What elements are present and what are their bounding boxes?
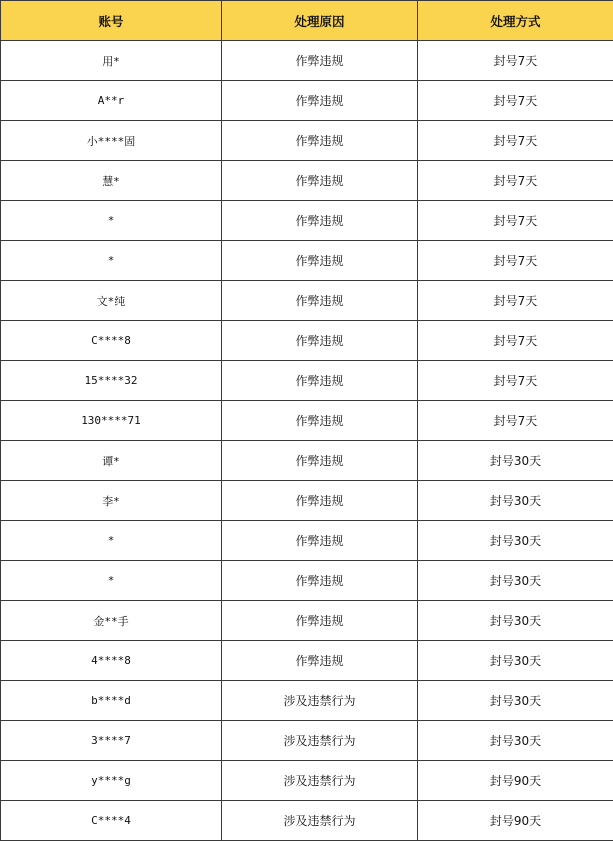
table-row bbox=[1, 41, 613, 81]
table-row bbox=[1, 81, 613, 121]
account-cell: 金**手 bbox=[1, 601, 222, 641]
reason-cell: 作弊违规 bbox=[222, 361, 418, 401]
account-cell: * bbox=[1, 521, 222, 561]
account-cell: * bbox=[1, 561, 222, 601]
reason-cell: 作弊违规 bbox=[222, 441, 418, 481]
action-cell: 封号30天 bbox=[418, 561, 613, 601]
reason-cell: 作弊违规 bbox=[222, 241, 418, 281]
action-cell: 封号90天 bbox=[418, 761, 613, 801]
table-row bbox=[1, 521, 613, 561]
table-row bbox=[1, 161, 613, 201]
reason-cell: 作弊违规 bbox=[222, 401, 418, 441]
reason-cell: 涉及违禁行为 bbox=[222, 761, 418, 801]
account-cell: y****g bbox=[1, 761, 222, 801]
account-cell: b****d bbox=[1, 681, 222, 721]
account-cell: 李* bbox=[1, 481, 222, 521]
action-cell: 封号7天 bbox=[418, 281, 613, 321]
action-cell: 封号7天 bbox=[418, 201, 613, 241]
table-row bbox=[1, 561, 613, 601]
table-row bbox=[1, 361, 613, 401]
account-cell: 文*纯 bbox=[1, 281, 222, 321]
action-cell: 封号30天 bbox=[418, 481, 613, 521]
reason-cell: 作弊违规 bbox=[222, 161, 418, 201]
table-row bbox=[1, 721, 613, 761]
action-cell: 封号30天 bbox=[418, 601, 613, 641]
action-cell: 封号30天 bbox=[418, 721, 613, 761]
account-cell: 谭* bbox=[1, 441, 222, 481]
reason-cell: 作弊违规 bbox=[222, 321, 418, 361]
table-row bbox=[1, 401, 613, 441]
action-cell: 封号7天 bbox=[418, 41, 613, 81]
reason-cell: 作弊违规 bbox=[222, 601, 418, 641]
reason-cell: 作弊违规 bbox=[222, 521, 418, 561]
action-cell: 封号7天 bbox=[418, 121, 613, 161]
action-cell: 封号7天 bbox=[418, 161, 613, 201]
reason-cell: 涉及违禁行为 bbox=[222, 801, 418, 841]
table-row bbox=[1, 801, 613, 841]
account-cell: C****8 bbox=[1, 321, 222, 361]
account-cell: A**r bbox=[1, 81, 222, 121]
table-row bbox=[1, 321, 613, 361]
table-header bbox=[1, 1, 613, 41]
reason-cell: 作弊违规 bbox=[222, 641, 418, 681]
action-cell: 封号7天 bbox=[418, 81, 613, 121]
table-row bbox=[1, 761, 613, 801]
action-cell: 封号30天 bbox=[418, 681, 613, 721]
account-cell: * bbox=[1, 201, 222, 241]
reason-cell: 作弊违规 bbox=[222, 81, 418, 121]
account-cell: C****4 bbox=[1, 801, 222, 841]
table-row bbox=[1, 681, 613, 721]
reason-cell: 作弊违规 bbox=[222, 121, 418, 161]
table-row bbox=[1, 121, 613, 161]
reason-cell: 涉及违禁行为 bbox=[222, 721, 418, 761]
account-cell: 3****7 bbox=[1, 721, 222, 761]
reason-cell: 作弊违规 bbox=[222, 201, 418, 241]
header-row bbox=[1, 1, 613, 41]
table-body bbox=[1, 41, 613, 841]
header-action: 处理方式 bbox=[418, 1, 613, 41]
reason-cell: 作弊违规 bbox=[222, 561, 418, 601]
table-row bbox=[1, 241, 613, 281]
action-cell: 封号30天 bbox=[418, 641, 613, 681]
account-cell: 小****固 bbox=[1, 121, 222, 161]
account-cell: 15****32 bbox=[1, 361, 222, 401]
reason-cell: 作弊违规 bbox=[222, 481, 418, 521]
reason-cell: 作弊违规 bbox=[222, 281, 418, 321]
account-cell: 130****71 bbox=[1, 401, 222, 441]
table-row bbox=[1, 481, 613, 521]
table-row bbox=[1, 441, 613, 481]
action-cell: 封号30天 bbox=[418, 441, 613, 481]
action-cell: 封号7天 bbox=[418, 241, 613, 281]
reason-cell: 涉及违禁行为 bbox=[222, 681, 418, 721]
action-cell: 封号30天 bbox=[418, 521, 613, 561]
header-account: 账号 bbox=[1, 1, 222, 41]
action-cell: 封号7天 bbox=[418, 361, 613, 401]
table-row bbox=[1, 201, 613, 241]
action-cell: 封号7天 bbox=[418, 401, 613, 441]
table-row bbox=[1, 641, 613, 681]
table-row bbox=[1, 281, 613, 321]
action-cell: 封号90天 bbox=[418, 801, 613, 841]
account-cell: 慧* bbox=[1, 161, 222, 201]
action-cell: 封号7天 bbox=[418, 321, 613, 361]
header-reason: 处理原因 bbox=[222, 1, 418, 41]
account-cell: * bbox=[1, 241, 222, 281]
table-row bbox=[1, 601, 613, 641]
account-cell: 4****8 bbox=[1, 641, 222, 681]
reason-cell: 作弊违规 bbox=[222, 41, 418, 81]
account-cell: 用* bbox=[1, 41, 222, 81]
